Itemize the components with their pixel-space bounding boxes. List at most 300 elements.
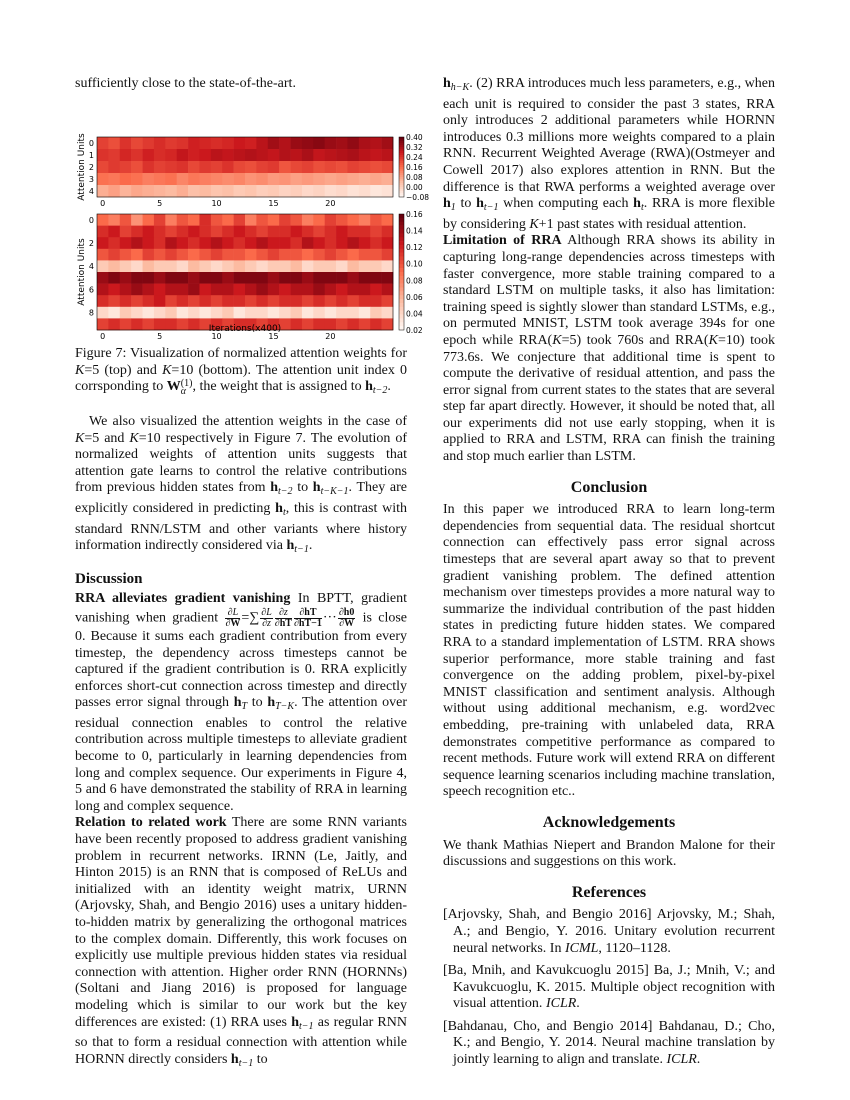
heatmap-cell bbox=[199, 161, 211, 173]
heatmap-cell bbox=[313, 185, 325, 197]
colorbar-segment bbox=[399, 225, 404, 229]
heatmap-cell bbox=[234, 306, 246, 318]
heatmap-cell bbox=[120, 149, 132, 161]
heatmap-cell bbox=[234, 260, 246, 272]
heatmap-cell bbox=[120, 161, 132, 173]
heatmap-cell bbox=[279, 149, 291, 161]
colorbar-segment bbox=[399, 161, 404, 163]
heatmap-cell bbox=[211, 306, 223, 318]
heatmap-cell bbox=[313, 272, 325, 284]
colorbar-segment bbox=[399, 151, 404, 153]
heatmap-cell bbox=[382, 283, 394, 295]
heatmap-cell bbox=[245, 185, 257, 197]
heatmap-cell bbox=[347, 149, 359, 161]
colorbar-segment bbox=[399, 157, 404, 159]
heatmap-cell bbox=[245, 137, 257, 149]
colorbar-segment bbox=[399, 245, 404, 249]
heatmap-cell bbox=[143, 149, 155, 161]
heatmap-cell bbox=[177, 225, 189, 237]
colorbar-segment bbox=[399, 310, 404, 314]
heatmap-cell bbox=[279, 237, 291, 249]
colorbar-tick-label: 0.16 bbox=[406, 162, 423, 172]
colorbar-segment bbox=[399, 241, 404, 245]
reference-item: [Bahdanau, Cho, and Bengio 2014] Bahdanau, D.; Cho, K.; and Bengio, Y. 2014. Neural machine translation by jointly learning to align and translate. ICLR. bbox=[443, 1018, 775, 1068]
heatmap-cell bbox=[199, 260, 211, 272]
colorbar-segment bbox=[399, 177, 404, 179]
heatmap-cell bbox=[336, 272, 348, 284]
heatmap-cell bbox=[313, 306, 325, 318]
heatmap-cell bbox=[291, 272, 303, 284]
colorbar-segment bbox=[399, 137, 404, 139]
heatmap-cell bbox=[302, 272, 314, 284]
left-column bbox=[75, 76, 429, 1072]
colorbar-segment bbox=[399, 214, 404, 218]
heatmap-cell bbox=[336, 161, 348, 173]
x-tick-label: 10 bbox=[211, 198, 222, 208]
heatmap-cell bbox=[177, 306, 189, 318]
heatmap-cell bbox=[256, 260, 268, 272]
heatmap-cell bbox=[268, 161, 280, 173]
heatmap-cell bbox=[165, 137, 177, 149]
x-tick-label: 15 bbox=[268, 331, 279, 341]
heatmap-cell bbox=[302, 248, 314, 260]
heatmap-cell bbox=[245, 161, 257, 173]
heatmap-cell bbox=[370, 225, 382, 237]
heatmap-cell bbox=[211, 237, 223, 249]
heatmap-cell bbox=[222, 185, 234, 197]
reference-item: [Arjovsky, Shah, and Bengio 2016] Arjovsky, M.; Shah, A.; and Bengio, Y. 2016. Unitary evolution recurrent neural networks. In ICML, 1120–1128. bbox=[443, 907, 775, 956]
colorbar-segment bbox=[399, 175, 404, 177]
heatmap-cell bbox=[234, 214, 246, 226]
colorbar-segment bbox=[399, 159, 404, 161]
heatmap-cell bbox=[313, 283, 325, 295]
heatmap-cell bbox=[120, 283, 132, 295]
heatmap-cell bbox=[291, 237, 303, 249]
heatmap-cell bbox=[279, 161, 291, 173]
heatmap-cell bbox=[291, 248, 303, 260]
heatmap-cell bbox=[131, 260, 143, 272]
heatmap-cell bbox=[336, 185, 348, 197]
heatmap-cell bbox=[268, 214, 280, 226]
heatmap-cell bbox=[256, 185, 268, 197]
heatmap-cell bbox=[154, 237, 166, 249]
heatmap-cell bbox=[131, 295, 143, 307]
heatmap-cell bbox=[188, 295, 200, 307]
colorbar-tick-label: 0.04 bbox=[406, 309, 423, 319]
heatmap-cell bbox=[268, 272, 280, 284]
heatmap-cell bbox=[234, 248, 246, 260]
heatmap-cell bbox=[222, 248, 234, 260]
heatmap-cell bbox=[256, 214, 268, 226]
heatmap-cell bbox=[165, 283, 177, 295]
heatmap-cell bbox=[199, 237, 211, 249]
heatmap-cell bbox=[97, 248, 109, 260]
heatmap-cell bbox=[143, 295, 155, 307]
heatmap-cell bbox=[188, 214, 200, 226]
heatmap-cell bbox=[177, 260, 189, 272]
colorbar-tick-label: 0.24 bbox=[406, 152, 423, 162]
heatmap-cell bbox=[313, 173, 325, 185]
x-tick-label: 5 bbox=[157, 331, 163, 341]
heatmap-cell bbox=[325, 225, 337, 237]
heatmap-cell bbox=[188, 137, 200, 149]
x-tick-label: 20 bbox=[325, 198, 336, 208]
colorbar-segment bbox=[399, 173, 404, 175]
heatmap-cell bbox=[268, 185, 280, 197]
heatmap-cell bbox=[382, 260, 394, 272]
heatmap-cell bbox=[325, 260, 337, 272]
heatmap-cell bbox=[199, 214, 211, 226]
colorbar-segment bbox=[399, 155, 404, 157]
heatmap-cell bbox=[222, 260, 234, 272]
colorbar-segment bbox=[399, 260, 404, 264]
heatmap-cell bbox=[302, 161, 314, 173]
heatmap-cell bbox=[199, 283, 211, 295]
colorbar-tick-label: 0.06 bbox=[406, 292, 423, 302]
heatmap-cell bbox=[268, 149, 280, 161]
colorbar-segment bbox=[399, 169, 404, 171]
heatmap-cell bbox=[313, 161, 325, 173]
heatmap-cell bbox=[370, 318, 382, 330]
y-tick-label: 4 bbox=[88, 186, 94, 196]
heatmap-cell bbox=[359, 161, 371, 173]
heatmap-cell bbox=[108, 137, 120, 149]
heatmap-cell bbox=[382, 137, 394, 149]
heatmap-cell bbox=[108, 260, 120, 272]
heatmap-cell bbox=[211, 137, 223, 149]
heatmap-cell bbox=[336, 214, 348, 226]
colorbar-segment bbox=[399, 141, 404, 143]
colorbar-tick-label: 0.32 bbox=[406, 142, 423, 152]
colorbar-segment bbox=[399, 295, 404, 299]
heatmap-cell bbox=[382, 173, 394, 185]
right-column bbox=[443, 76, 775, 1075]
heatmap-cell bbox=[302, 214, 314, 226]
heatmap-cell bbox=[165, 272, 177, 284]
reference-item: [Ba, Mnih, and Kavukcuoglu 2015] Ba, J.; Mnih, V.; and Kavukcuoglu, K. 2015. Multiple object recognition with visual attention. ICLR. bbox=[443, 963, 775, 1012]
heatmap-cell bbox=[222, 295, 234, 307]
intro-fragment: sufficiently close to the state-of-the-art. bbox=[75, 76, 296, 91]
heatmap-cell bbox=[347, 161, 359, 173]
heatmap-cell bbox=[245, 173, 257, 185]
heatmap-cell bbox=[325, 272, 337, 284]
heatmap-cell bbox=[143, 173, 155, 185]
heatmap-cell bbox=[188, 185, 200, 197]
heatmap-cell bbox=[256, 225, 268, 237]
heatmap-top bbox=[89, 133, 429, 208]
heatmap-cell bbox=[188, 149, 200, 161]
heatmap-cell bbox=[165, 149, 177, 161]
colorbar-segment bbox=[399, 272, 404, 276]
heatmap-cell bbox=[382, 272, 394, 284]
heatmap-cell bbox=[211, 173, 223, 185]
heatmap-cell bbox=[291, 185, 303, 197]
heatmap-cell bbox=[302, 137, 314, 149]
heatmap-cell bbox=[336, 149, 348, 161]
heatmap-cell bbox=[313, 248, 325, 260]
heatmap-cell bbox=[347, 248, 359, 260]
heatmap-cell bbox=[279, 185, 291, 197]
colorbar-segment bbox=[399, 268, 404, 272]
heatmap-cell bbox=[370, 161, 382, 173]
heatmap-cell bbox=[211, 185, 223, 197]
colorbar-tick-label: 0.02 bbox=[406, 325, 423, 335]
heatmap-cell bbox=[165, 161, 177, 173]
heatmap-cell bbox=[211, 295, 223, 307]
heatmap-cell bbox=[382, 318, 394, 330]
heatmap-cell bbox=[268, 295, 280, 307]
heatmap-cell bbox=[302, 295, 314, 307]
heatmap-cell bbox=[256, 173, 268, 185]
heatmap-cell bbox=[370, 260, 382, 272]
heatmap-cell bbox=[222, 214, 234, 226]
heatmap-cell bbox=[279, 173, 291, 185]
heatmap-cell bbox=[302, 185, 314, 197]
heatmap-cell bbox=[211, 149, 223, 161]
colorbar-segment bbox=[399, 171, 404, 173]
heatmap-cell bbox=[245, 295, 257, 307]
heatmap-cell bbox=[268, 306, 280, 318]
heatmap-cell bbox=[370, 248, 382, 260]
heatmap-cell bbox=[120, 214, 132, 226]
heatmap-cell bbox=[143, 137, 155, 149]
heatmap-cell bbox=[165, 225, 177, 237]
heatmap-cell bbox=[370, 295, 382, 307]
heatmap-cell bbox=[97, 260, 109, 272]
heatmap-cell bbox=[325, 237, 337, 249]
heatmap-cell bbox=[245, 283, 257, 295]
reference-list bbox=[443, 907, 775, 1068]
heatmap-cell bbox=[97, 318, 109, 330]
heatmap-cell bbox=[325, 185, 337, 197]
heatmap-cell bbox=[222, 283, 234, 295]
heatmap-cell bbox=[256, 248, 268, 260]
heatmap-cell bbox=[108, 248, 120, 260]
colorbar-segment bbox=[399, 256, 404, 260]
paragraph-limitation: Limitation of RRA Although RRA shows its ability in capturing long-range dependencies across timesteps with faster convergence, more stable training compared to a standard LSTM on multiple tasks, it also has limitation: training speed is sightly slower than standard LSTMs, e.g., on permuted MNIST, LSTM took average 394s for one epoch while RRA(K=5) took 760s and RRA(K=10) took 773.6s. We conjecture that additional time is spent to compute the derivative of residual attention, and pass the error signal from current states to the states that are several step far apart directly. However, it should be noted that, all our experiments did not use early stopping, when it is applied to RRA and LSTM, RRA can finish the training and stop much earlier than LSTM. bbox=[443, 233, 776, 465]
heatmap-cell bbox=[302, 283, 314, 295]
y-tick-label: 8 bbox=[88, 308, 94, 318]
heatmap-cell bbox=[211, 260, 223, 272]
colorbar-segment bbox=[399, 139, 404, 141]
heatmap-cell bbox=[234, 161, 246, 173]
heatmap-cell bbox=[199, 225, 211, 237]
heatmap-cell bbox=[359, 185, 371, 197]
heatmap-cell bbox=[211, 283, 223, 295]
heatmap-cell bbox=[382, 225, 394, 237]
heatmap-cell bbox=[256, 283, 268, 295]
heatmap-cell bbox=[131, 214, 143, 226]
heatmap-cell bbox=[347, 185, 359, 197]
heatmap-cell bbox=[234, 225, 246, 237]
heatmap-cell bbox=[120, 318, 132, 330]
heatmap-cell bbox=[165, 318, 177, 330]
colorbar-segment bbox=[399, 145, 404, 147]
colorbar-segment bbox=[399, 322, 404, 326]
colorbar-segment bbox=[399, 165, 404, 167]
heatmap-cell bbox=[143, 318, 155, 330]
heatmap-cell bbox=[199, 185, 211, 197]
heatmap-cell bbox=[359, 149, 371, 161]
heatmap-cell bbox=[291, 295, 303, 307]
heatmap-cell bbox=[359, 318, 371, 330]
heatmap-cell bbox=[268, 260, 280, 272]
colorbar-segment bbox=[399, 303, 404, 307]
heatmap-cell bbox=[279, 295, 291, 307]
heatmap-cell bbox=[268, 248, 280, 260]
discussion-heading: Discussion bbox=[75, 570, 143, 587]
heatmap-cell bbox=[143, 260, 155, 272]
heatmap-cell bbox=[336, 137, 348, 149]
heatmap-cell bbox=[347, 306, 359, 318]
heatmap-cell bbox=[143, 272, 155, 284]
colorbar-segment bbox=[399, 143, 404, 145]
heatmap-cell bbox=[325, 283, 337, 295]
heatmap-cell bbox=[199, 173, 211, 185]
colorbar-segment bbox=[399, 189, 404, 191]
heatmap-bottom bbox=[89, 210, 423, 341]
heatmap-cell bbox=[131, 137, 143, 149]
heatmap-cell bbox=[336, 295, 348, 307]
heatmap-cell bbox=[97, 149, 109, 161]
colorbar-segment bbox=[399, 221, 404, 225]
heatmap-cell bbox=[291, 306, 303, 318]
heatmap-cell bbox=[131, 318, 143, 330]
heatmap-cell bbox=[347, 237, 359, 249]
heatmap-cell bbox=[245, 272, 257, 284]
figure-caption: Figure 7: Visualization of normalized attention weights for K=5 (top) and K=10 (bottom). The attention unit index 0 corrsponding to W (1) α , the weight that is assigned to $h_{t-2}$. bbox=[75, 346, 407, 398]
heatmap-cell bbox=[256, 161, 268, 173]
heatmap-cell bbox=[97, 295, 109, 307]
heatmap-cell bbox=[313, 318, 325, 330]
heatmap-cell bbox=[211, 248, 223, 260]
heatmap-cell bbox=[143, 225, 155, 237]
colorbar-tick-label: 0.14 bbox=[406, 226, 423, 236]
heatmap-cell bbox=[211, 225, 223, 237]
heatmap-cell bbox=[154, 318, 166, 330]
bottom-ylabel: Attention Units bbox=[77, 237, 87, 306]
heatmap-cell bbox=[108, 225, 120, 237]
colorbar-segment bbox=[399, 149, 404, 151]
heatmap-cell bbox=[199, 306, 211, 318]
top-ylabel: Attention Units bbox=[77, 132, 87, 201]
heatmap-cell bbox=[222, 306, 234, 318]
bottom-xlabel: Iterations(x400) bbox=[208, 323, 282, 334]
heatmap-cell bbox=[165, 214, 177, 226]
heatmap-cell bbox=[211, 214, 223, 226]
heatmap-cell bbox=[154, 260, 166, 272]
heatmap-cell bbox=[325, 306, 337, 318]
heatmap-cell bbox=[131, 149, 143, 161]
heatmap-cell bbox=[222, 137, 234, 149]
colorbar-segment bbox=[399, 275, 404, 279]
heatmap-cell bbox=[382, 185, 394, 197]
heatmap-cell bbox=[347, 214, 359, 226]
heatmap-cell bbox=[188, 283, 200, 295]
heatmap-cell bbox=[154, 295, 166, 307]
heatmap-cell bbox=[336, 306, 348, 318]
heatmap-cell bbox=[154, 173, 166, 185]
heatmap-cell bbox=[143, 248, 155, 260]
heatmap-cell bbox=[165, 260, 177, 272]
heatmap-cell bbox=[177, 137, 189, 149]
heatmap-cell bbox=[370, 137, 382, 149]
heatmap-cell bbox=[131, 248, 143, 260]
heatmap-cell bbox=[222, 237, 234, 249]
colorbar-segment bbox=[399, 264, 404, 268]
attention-heatmaps bbox=[75, 101, 429, 341]
colorbar-segment bbox=[399, 229, 404, 233]
heatmap-cell bbox=[302, 237, 314, 249]
heatmap-cell bbox=[120, 137, 132, 149]
heatmap-cell bbox=[234, 237, 246, 249]
heatmap-cell bbox=[234, 173, 246, 185]
y-tick-label: 0 bbox=[88, 138, 94, 148]
heatmap-cell bbox=[154, 185, 166, 197]
heatmap-cell bbox=[120, 272, 132, 284]
heatmap-cell bbox=[245, 237, 257, 249]
heatmap-cell bbox=[347, 225, 359, 237]
acknowledgements-heading: Acknowledgements bbox=[542, 813, 676, 831]
heatmap-cell bbox=[165, 185, 177, 197]
heatmap-cell bbox=[120, 248, 132, 260]
heatmap-cell bbox=[154, 248, 166, 260]
paragraph-attention-visualization: We also visualized the attention weights in the case of K=5 and K=10 respectively in Figure 7. The evolution of normalized weights of attention units suggests that attention gate learns to control the relative contributions from previous hidden states from $h_{t-2}$ to $h_{t-K-1}$. They are explicitly considered in predicting $h_t$, this is contrast with standard RNN/LSTM and other variants where history information indirectly considered via $h_{t-1}$. bbox=[75, 413, 408, 556]
heatmap-cell bbox=[188, 161, 200, 173]
heatmap-cell bbox=[97, 225, 109, 237]
colorbar-tick-label: −0.08 bbox=[406, 192, 429, 202]
heatmap-cell bbox=[234, 185, 246, 197]
heatmap-cell bbox=[143, 306, 155, 318]
heatmap-cell bbox=[302, 306, 314, 318]
y-tick-label: 3 bbox=[88, 174, 94, 184]
heatmap-cell bbox=[245, 225, 257, 237]
heatmap-cell bbox=[177, 173, 189, 185]
x-tick-label: 0 bbox=[100, 198, 106, 208]
heatmap-cell bbox=[291, 283, 303, 295]
heatmap-cell bbox=[177, 295, 189, 307]
heatmap-cell bbox=[199, 248, 211, 260]
heatmap-cell bbox=[313, 137, 325, 149]
heatmap-cell bbox=[382, 306, 394, 318]
heatmap-cell bbox=[325, 149, 337, 161]
heatmap-cell bbox=[120, 185, 132, 197]
heatmap-cell bbox=[177, 248, 189, 260]
y-tick-label: 2 bbox=[88, 238, 94, 248]
heatmap-cell bbox=[120, 260, 132, 272]
heatmap-cell bbox=[154, 149, 166, 161]
heatmap-cell bbox=[177, 283, 189, 295]
colorbar-segment bbox=[399, 193, 404, 195]
colorbar-segment bbox=[399, 314, 404, 318]
colorbar-tick-label: 0.10 bbox=[406, 259, 423, 269]
heatmap-cell bbox=[336, 260, 348, 272]
colorbar-segment bbox=[399, 291, 404, 295]
heatmap-cell bbox=[302, 149, 314, 161]
colorbar-segment bbox=[399, 326, 404, 330]
heatmap-cell bbox=[131, 225, 143, 237]
heatmap-cell bbox=[154, 137, 166, 149]
heatmap-cell bbox=[347, 272, 359, 284]
heatmap-cell bbox=[325, 214, 337, 226]
heatmap-cell bbox=[120, 225, 132, 237]
colorbar-tick-label: 0.16 bbox=[406, 209, 423, 219]
heatmap-cell bbox=[222, 225, 234, 237]
heatmap-cell bbox=[120, 173, 132, 185]
heatmap-cell bbox=[131, 173, 143, 185]
heatmap-cell bbox=[97, 214, 109, 226]
heatmap-cell bbox=[302, 318, 314, 330]
